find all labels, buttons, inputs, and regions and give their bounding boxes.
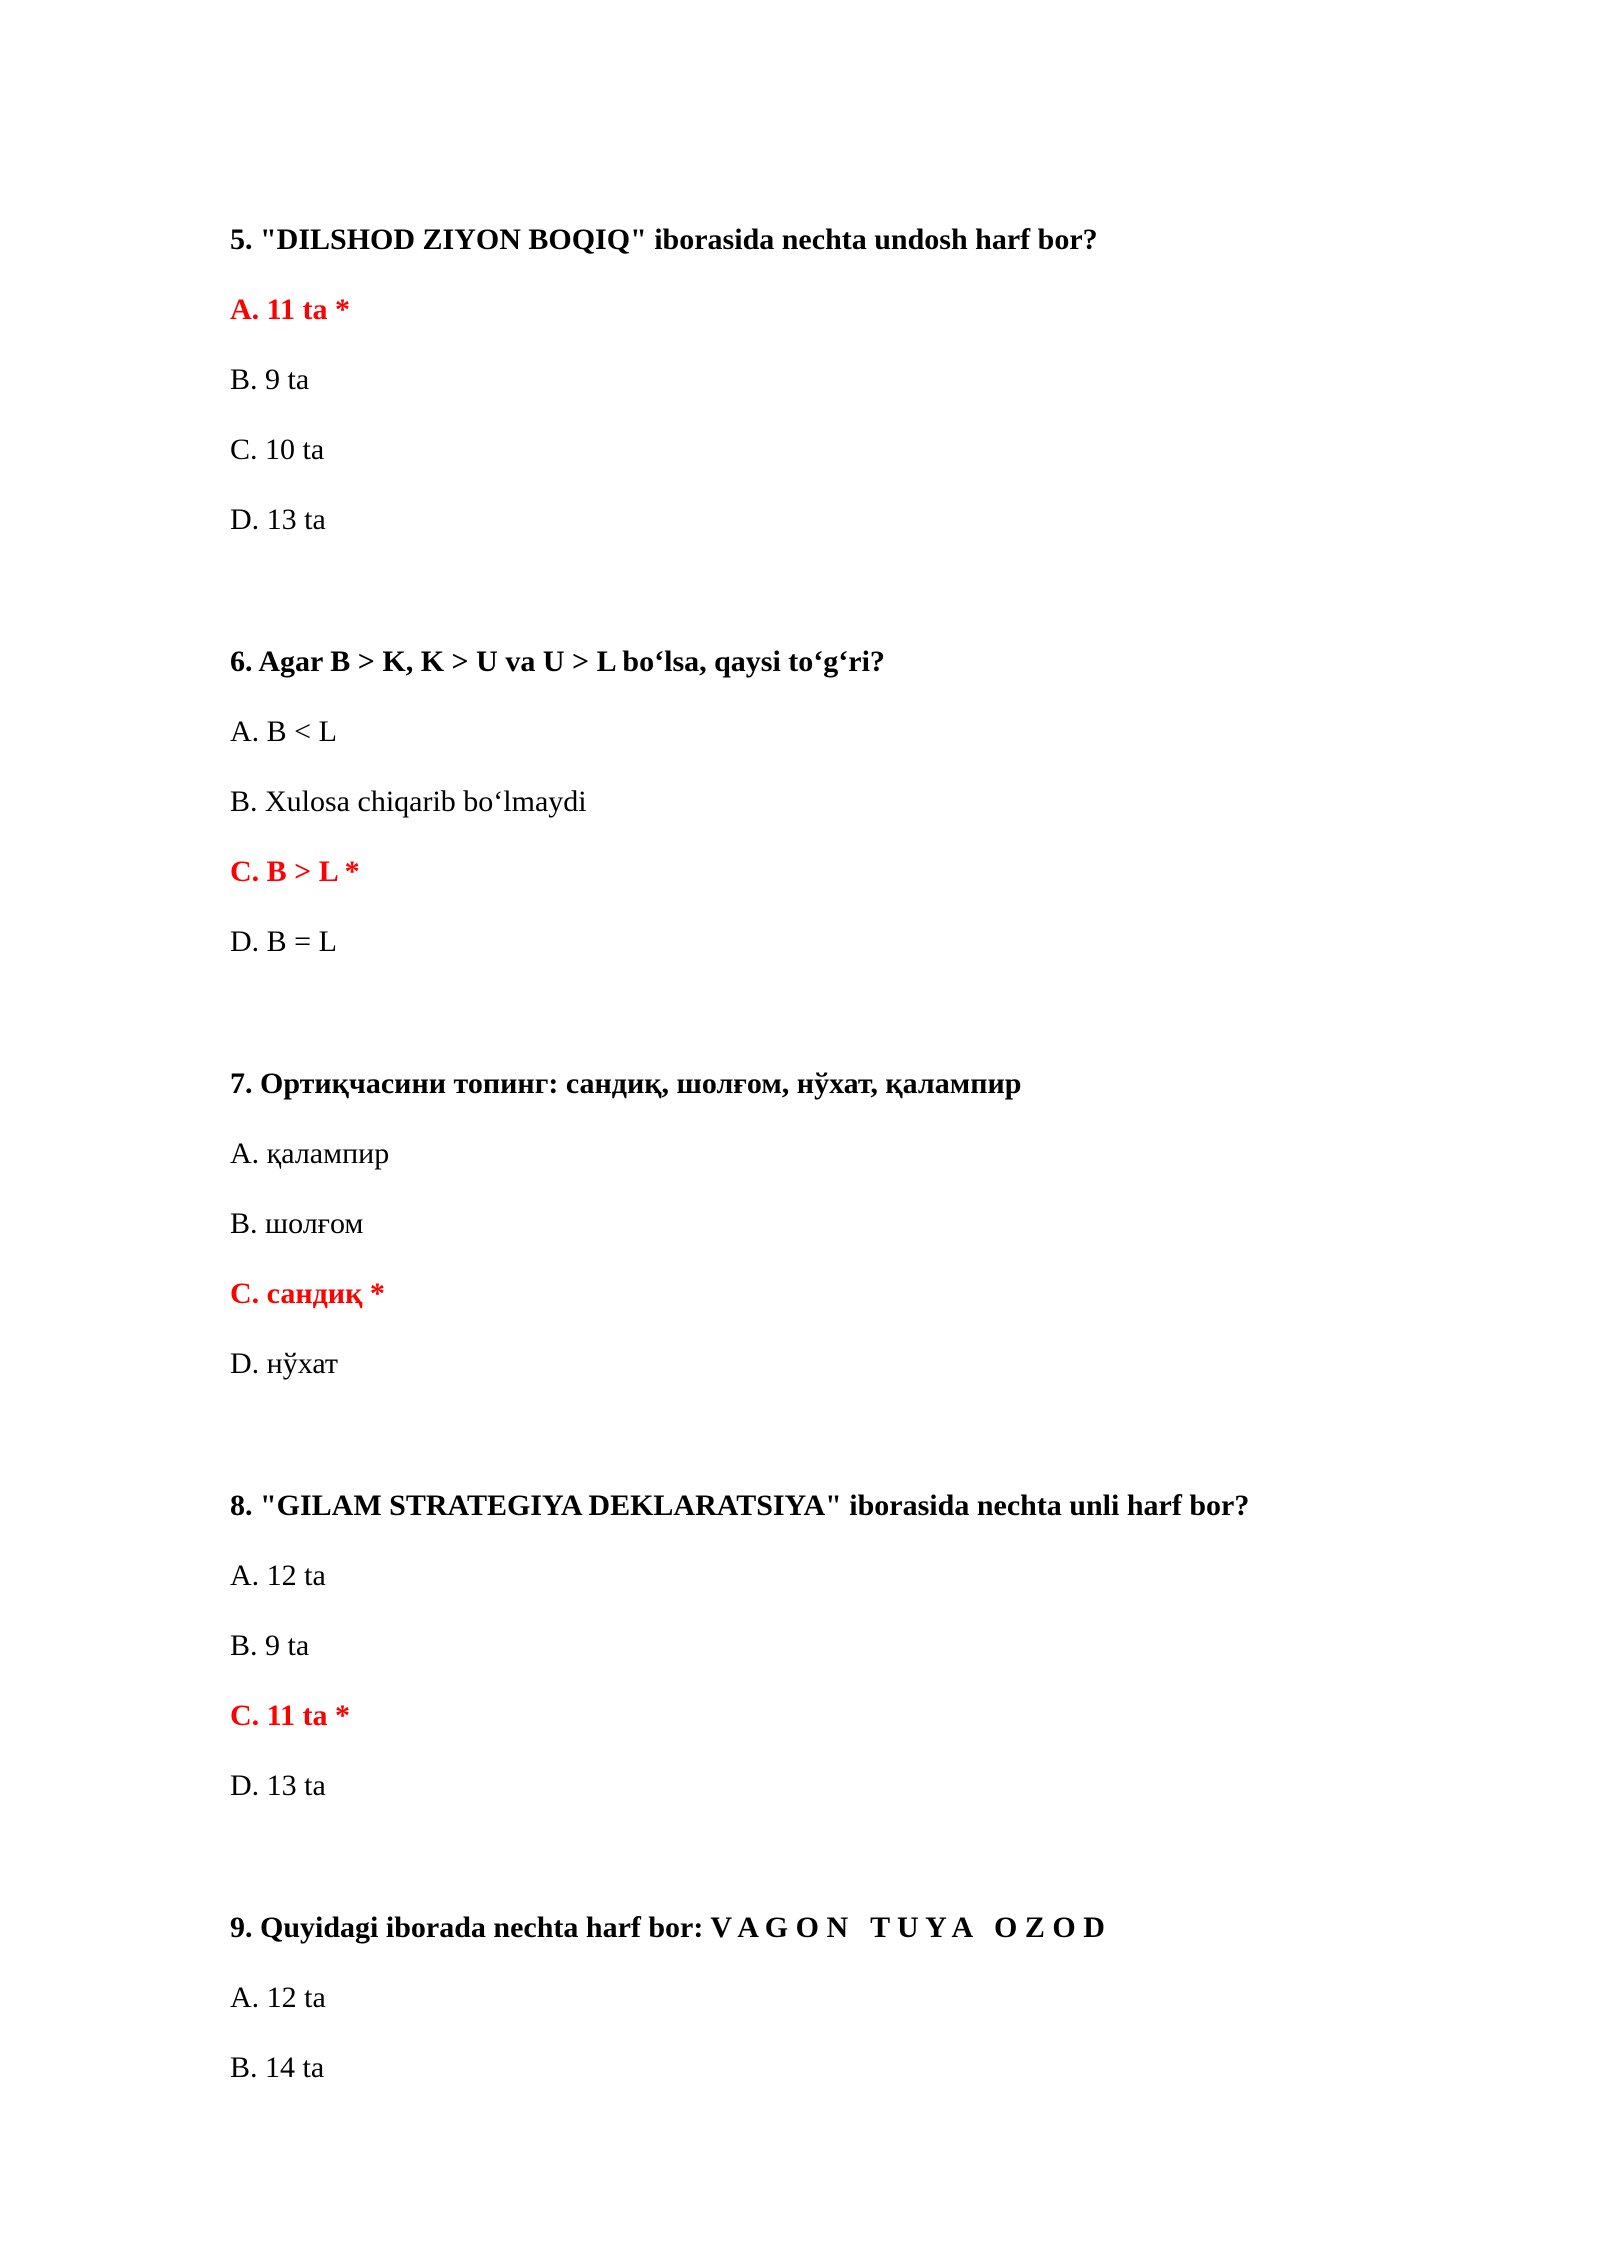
- option-a: A. B < L: [230, 715, 337, 748]
- option-b: B. 9 ta: [230, 1629, 310, 1662]
- option-d: D. 13 ta: [230, 503, 326, 536]
- question-title: 8. "GILAM STRATEGIYA DEKLARATSIYA" iborasida nechta unli harf bor?: [230, 1489, 1250, 1522]
- question-title: 6. Agar B > K, K > U va U > L bo‘lsa, qaysi to‘g‘ri?: [230, 645, 885, 678]
- question-8: [230, 1484, 1490, 1808]
- document-page: [230, 218, 1490, 2116]
- option-a-correct: A. 11 ta *: [230, 293, 350, 326]
- option-b: B. 9 ta: [230, 363, 310, 396]
- option-c: C. 10 ta: [230, 433, 325, 466]
- option-c-correct: C. сандиқ *: [230, 1277, 385, 1310]
- question-5: [230, 218, 1490, 542]
- option-a: A. 12 ta: [230, 1981, 326, 2014]
- option-d: D. B = L: [230, 925, 337, 958]
- option-b: B. шолғом: [230, 1207, 364, 1240]
- question-spacer: [230, 990, 1490, 1062]
- question-title: 9. Quyidagi iborada nechta harf bor: V A G O N T U Y A O Z O D: [230, 1911, 1105, 1944]
- option-b: B. 14 ta: [230, 2051, 325, 2084]
- option-c-correct: C. B > L *: [230, 855, 360, 888]
- question-spacer: [230, 1834, 1490, 1906]
- question-spacer: [230, 568, 1490, 640]
- option-a: A. 12 ta: [230, 1559, 326, 1592]
- option-a: A. қалампир: [230, 1137, 390, 1170]
- question-7: [230, 1062, 1490, 1386]
- option-b: B. Xulosa chiqarib bo‘lmaydi: [230, 785, 587, 818]
- question-spacer: [230, 1412, 1490, 1484]
- question-title: 5. "DILSHOD ZIYON BOQIQ" iborasida nechta undosh harf bor?: [230, 223, 1098, 256]
- option-c-correct: C. 11 ta *: [230, 1699, 350, 1732]
- option-d: D. 13 ta: [230, 1769, 326, 1802]
- option-d: D. нўхат: [230, 1347, 338, 1380]
- question-title: 7. Ортиқчасини топинг: сандиқ, шолғом, нўхат, қалампир: [230, 1067, 1022, 1100]
- question-6: [230, 640, 1490, 964]
- question-9: [230, 1906, 1490, 2090]
